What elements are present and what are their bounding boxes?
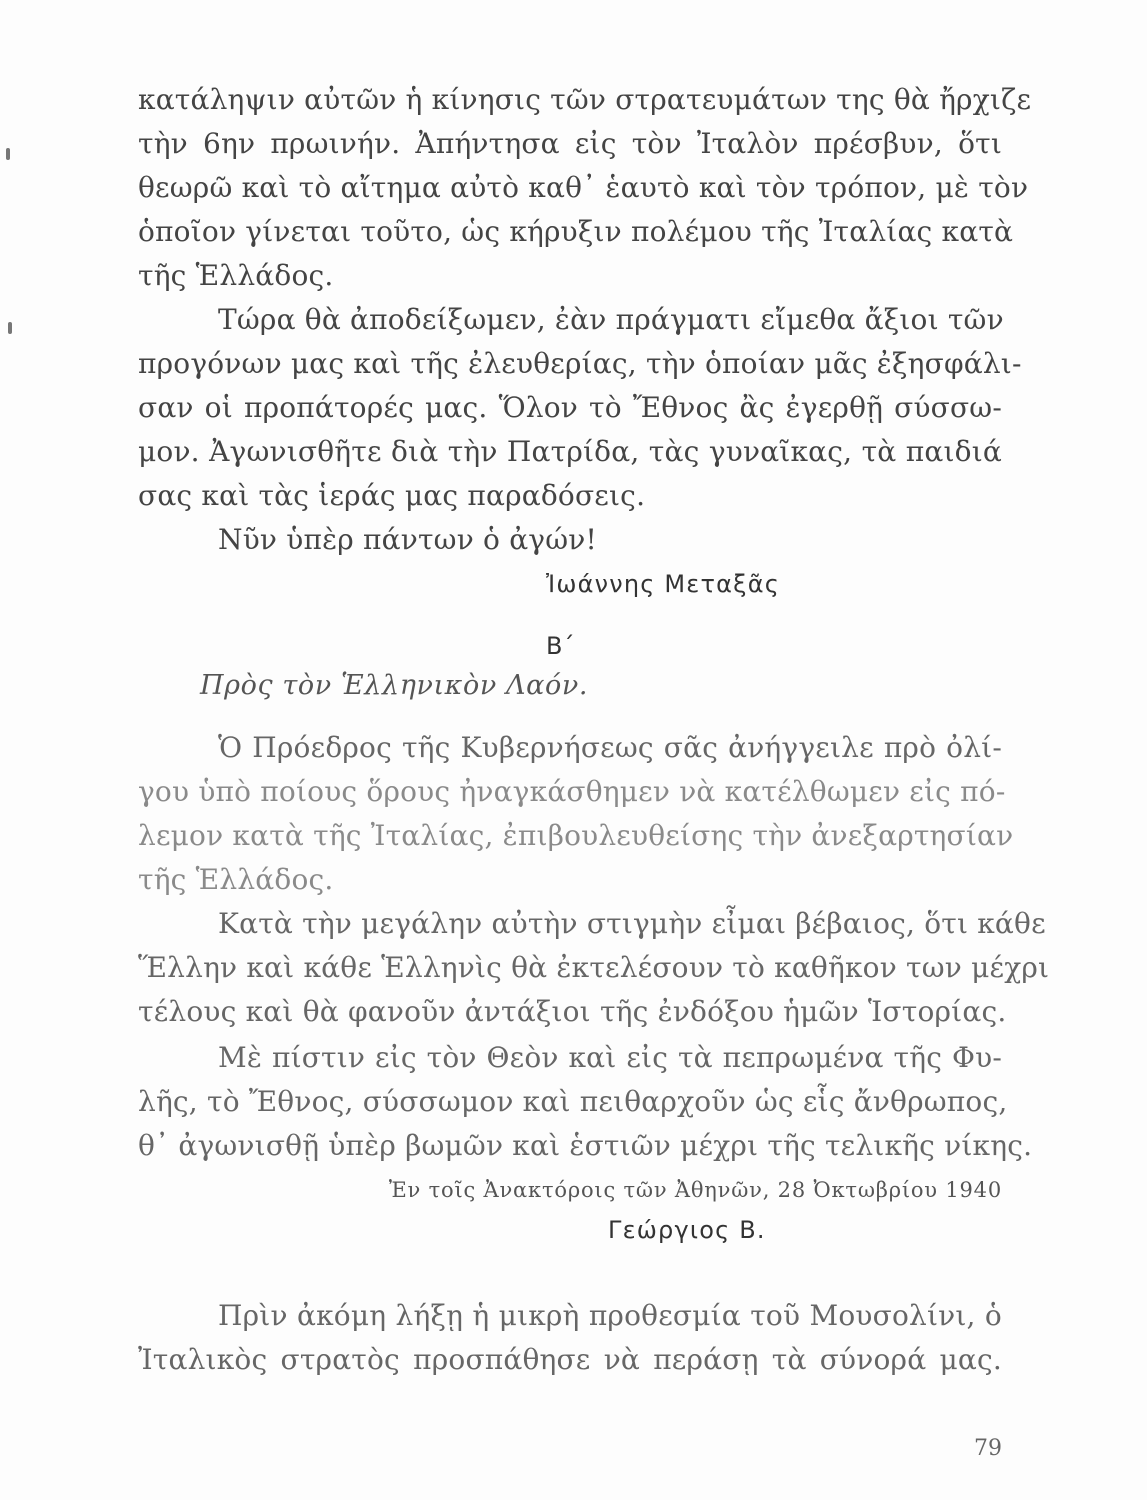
text-line: Ἰταλικὸς στρατὸς προσπάθησε νὰ περάσῃ τὰ σύνορά μας. [138,1343,1002,1376]
text-line: προγόνων μας καὶ τῆς ἐλευθερίας, τὴν ὁποίαν μᾶς ἐξησφάλι- [138,347,1022,380]
text-line: ὁποῖον γίνεται τοῦτο, ὡς κήρυξιν πολέμου τῆς Ἰταλίας κατὰ [138,215,1014,248]
text-line: σας καὶ τὰς ἱεράς μας παραδόσεις. [138,479,646,512]
scan-speck [6,148,10,160]
text-line: τῆς Ἑλλάδος. [138,259,334,292]
closing-exclamation: Νῦν ὑπὲρ πάντων ὁ ἀγών! [218,523,597,556]
dateline: Ἐν τοῖς Ἀνακτόροις τῶν Ἀθηνῶν, 28 Ὀκτωβρίου 1940 [388,1178,1002,1202]
text-line: τῆς Ἑλλάδος. [138,863,334,896]
text-line: θ᾽ ἀγωνισθῇ ὑπὲρ βωμῶν καὶ ἑστιῶν μέχρι τῆς τελικῆς νίκης. [138,1129,1033,1162]
scan-speck [8,322,12,334]
paragraph-first-line: Κατὰ τὴν μεγάλην αὐτὴν στιγμὴν εἶμαι βέβαιος, ὅτι κάθε [218,907,1046,940]
signature-metaxas: Ἰωάννης Μεταξᾶς [546,570,781,598]
text-line: λῆς, τὸ Ἔθνος, σύσσωμον καὶ πειθαρχοῦν ὡς εἷς ἄνθρωπος, [138,1085,1008,1118]
text-line: θεωρῶ καὶ τὸ αἴτημα αὐτὸ καθ᾽ ἑαυτὸ καὶ τὸν τρόπον, μὲ τὸν [138,171,1029,204]
text-line: Ἕλλην καὶ κάθε Ἑλληνὶς θὰ ἐκτελέσουν τὸ καθῆκον των μέχρι [138,951,1050,984]
paragraph-first-line: Τώρα θὰ ἀποδείξωμεν, ἐὰν πράγματι εἴμεθα ἄξιοι τῶν [218,303,1004,336]
text-line: μον. Ἀγωνισθῆτε διὰ τὴν Πατρίδα, τὰς γυναῖκας, τὰ παιδιά [138,435,1002,468]
book-page [138,66,1050,1466]
text-line: τέλους καὶ θὰ φανοῦν ἀντάξιοι τῆς ἐνδόξου ἡμῶν Ἱστορίας. [138,995,1007,1028]
text-line: λεμον κατὰ τῆς Ἰταλίας, ἐπιβουλευθείσης τὴν ἀνεξαρτησίαν [138,819,1014,852]
text-line: τὴν 6ην πρωινήν. Ἀπήντησα εἰς τὸν Ἰταλὸν πρέσβυν, ὅτι [138,127,1002,160]
page-number: 79 [974,1436,1002,1461]
text-line: σαν οἱ προπάτορές μας. Ὅλον τὸ Ἔθνος ἂς ἐγερθῇ σύσσω- [138,391,1002,424]
signature-king: Γεώργιος Β. [608,1216,766,1244]
paragraph-first-line: Ὁ Πρόεδρος τῆς Κυβερνήσεως σᾶς ἀνήγγειλε πρὸ ὀλί- [218,731,1002,764]
text-line: γου ὑπὸ ποίους ὅρους ἠναγκάσθημεν νὰ κατέλθωμεν εἰς πό- [138,775,1006,808]
section-label: Β΄ [546,632,575,660]
paragraph-first-line: Πρὶν ἀκόμη λήξῃ ἡ μικρὴ προθεσμία τοῦ Μουσολίνι, ὁ [218,1299,1002,1332]
paragraph-first-line: Μὲ πίστιν εἰς τὸν Θεὸν καὶ εἰς τὰ πεπρωμένα τῆς Φυ- [218,1041,1002,1074]
text-line: κατάληψιν αὐτῶν ἡ κίνησις τῶν στρατευμάτων της θὰ ἤρχιζε [138,83,1032,116]
address-heading: Πρὸς τὸν Ἑλληνικὸν Λαόν. [200,670,589,701]
